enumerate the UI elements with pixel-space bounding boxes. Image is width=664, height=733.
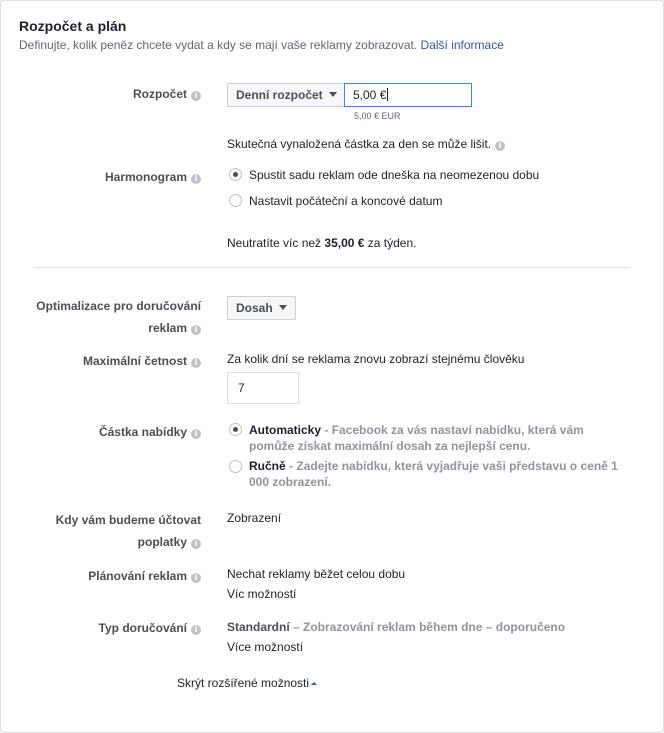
info-icon[interactable]: i	[191, 539, 201, 549]
info-icon[interactable]: i	[191, 358, 201, 368]
weekly-prefix: Neutratíte víc než	[227, 236, 322, 250]
ad-scheduling-label-text: Plánování reklam	[88, 569, 187, 583]
budget-note-text: Skutečná vynaložená částka za den se může lišit.	[227, 137, 492, 151]
budget-label	[1, 83, 201, 105]
delivery-more-link[interactable]: Více možností	[227, 640, 304, 654]
frequency-label-text: Maximální četnost	[82, 354, 187, 368]
section-title: Rozpočet a plán	[19, 18, 127, 34]
budget-type-dropdown[interactable]	[227, 83, 346, 107]
optimization-value: Dosah	[236, 301, 273, 315]
budget-amount-value: 5,00 €	[353, 88, 387, 102]
optimization-label-line2: reklam	[148, 321, 187, 335]
schedule-option-ongoing[interactable]: Spustit sadu reklam ode dneška na neomezenou dobu	[249, 168, 540, 182]
ad-scheduling-value: Nechat reklamy běžet celou dobu	[227, 567, 406, 581]
billing-label-line1: Kdy vám budeme účtovat	[55, 513, 201, 527]
weekly-spend-note	[227, 236, 416, 250]
caret-up-icon	[311, 682, 317, 685]
schedule-radio-dates[interactable]	[229, 194, 242, 207]
schedule-radio-ongoing[interactable]	[229, 168, 242, 181]
budget-note	[227, 137, 505, 151]
info-icon[interactable]: i	[191, 91, 201, 101]
schedule-label-text: Harmonogram	[104, 170, 187, 184]
schedule-option-dates[interactable]: Nastavit počáteční a koncové datum	[249, 194, 443, 208]
more-info-link[interactable]: Další informace	[420, 38, 504, 52]
info-icon[interactable]: i	[495, 141, 505, 151]
frequency-label	[1, 350, 201, 372]
text-cursor	[387, 88, 388, 101]
weekly-suffix: za týden.	[367, 236, 417, 250]
bid-automatic-desc1: - Facebook za vás nastaví nabídku, která vám	[324, 423, 584, 437]
delivery-label	[1, 617, 201, 639]
ad-scheduling-more-link[interactable]: Víc možností	[227, 587, 297, 601]
weekly-amount: 35,00 €	[324, 236, 365, 250]
optimization-label-line1: Optimalizace pro doručování	[36, 299, 201, 313]
bid-label-text: Částka nabídky	[98, 425, 187, 439]
frequency-description: Za kolik dní se reklama znovu zobrazí stejnému člověku	[227, 352, 525, 366]
info-icon[interactable]: i	[191, 625, 201, 635]
caret-down-icon	[279, 305, 287, 310]
bid-radio-automatic[interactable]	[229, 423, 242, 436]
delivery-value-bold: Standardní	[227, 620, 290, 634]
bid-option-manual[interactable]	[249, 458, 618, 490]
info-icon[interactable]: i	[191, 573, 201, 583]
bid-radio-manual[interactable]	[229, 460, 242, 473]
frequency-value: 7	[238, 381, 245, 395]
frequency-input[interactable]	[227, 372, 299, 404]
description-text: Definujte, kolik peněz chcete vydat a kdy se mají vaše reklamy zobrazovat.	[19, 38, 418, 52]
bid-automatic-desc2: pomůže získat maximální dosah za nejlepší cenu.	[249, 439, 531, 453]
optimization-dropdown[interactable]	[227, 296, 296, 320]
billing-label-line2: poplatky	[137, 535, 187, 549]
bid-manual-desc1: - Zadejte nabídku, která vyjadřuje vaši představu o ceně 1	[289, 459, 618, 473]
bid-automatic-title: Automaticky	[249, 423, 322, 437]
hide-advanced-options-link[interactable]	[177, 676, 317, 690]
delivery-value	[227, 620, 565, 634]
bid-manual-title: Ručně	[249, 459, 286, 473]
info-icon[interactable]: i	[191, 325, 201, 335]
caret-down-icon	[329, 92, 337, 97]
bid-label	[1, 421, 201, 443]
budget-type-value: Denní rozpočet	[236, 88, 323, 102]
delivery-label-text: Typ doručování	[98, 621, 187, 635]
budget-label-text: Rozpočet	[133, 87, 187, 101]
info-icon[interactable]: i	[191, 174, 201, 184]
budget-amount-input[interactable]	[344, 83, 472, 107]
section-description	[19, 38, 504, 52]
billing-value: Zobrazení	[227, 511, 282, 525]
bid-manual-desc2: 000 zobrazení.	[249, 475, 332, 489]
optimization-label	[1, 295, 201, 339]
section-divider	[34, 267, 630, 268]
hide-advanced-label: Skrýt rozšířené možnosti	[177, 676, 310, 690]
ad-scheduling-label	[1, 565, 201, 587]
billing-label	[1, 509, 201, 553]
budget-amount-hint: 5,00 € EUR	[354, 111, 401, 121]
bid-option-automatic[interactable]	[249, 422, 584, 454]
delivery-value-rest: – Zobrazování reklam během dne – doporučeno	[293, 620, 566, 634]
schedule-label	[1, 166, 201, 188]
info-icon[interactable]: i	[191, 429, 201, 439]
